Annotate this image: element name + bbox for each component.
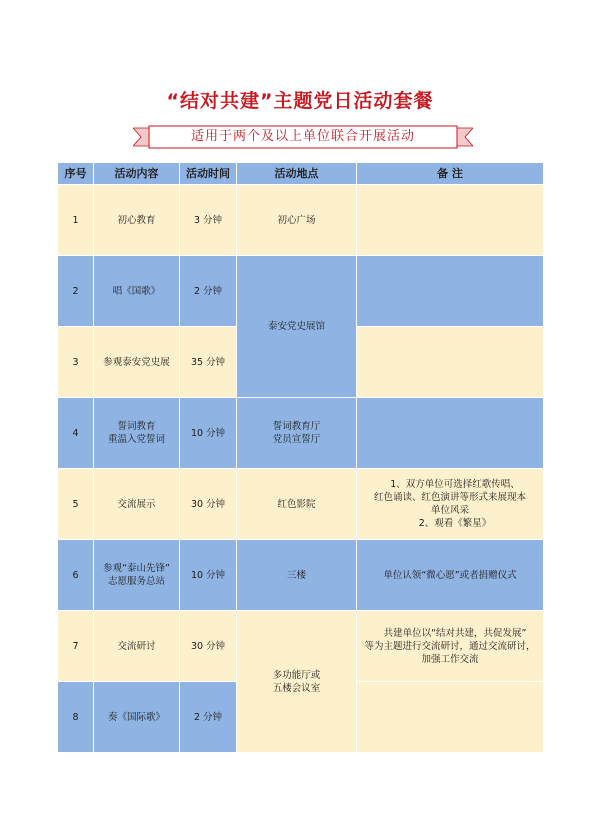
row-location: 泰安党史展馆 bbox=[237, 256, 357, 398]
location-line: 多功能厅或 bbox=[272, 669, 321, 681]
header-location: 活动地点 bbox=[237, 163, 357, 185]
row-content: 唱《国歌》 bbox=[94, 256, 180, 327]
row-time: 10 分钟 bbox=[180, 398, 237, 469]
content-line: 誓词教育 bbox=[117, 421, 156, 432]
row-no: 3 bbox=[58, 327, 94, 398]
content-line: 志愿服务总站 bbox=[107, 576, 165, 587]
content-line: 参观“泰山先锋” bbox=[103, 563, 170, 574]
table-row bbox=[58, 469, 544, 540]
table-header bbox=[58, 163, 544, 185]
row-location bbox=[237, 398, 357, 469]
row-note bbox=[357, 185, 544, 256]
activity-table bbox=[57, 162, 544, 753]
row-note bbox=[357, 398, 544, 469]
row-time: 35 分钟 bbox=[180, 327, 237, 398]
row-time: 10 分钟 bbox=[180, 540, 237, 611]
note-line: 共建单位以“结对共建，共促发展” bbox=[383, 627, 527, 639]
header-content: 活动内容 bbox=[94, 163, 180, 185]
row-note bbox=[357, 682, 544, 753]
table-row bbox=[58, 256, 544, 327]
header-notes: 备 注 bbox=[357, 163, 544, 185]
row-time: 30 分钟 bbox=[180, 611, 237, 682]
row-no: 7 bbox=[58, 611, 94, 682]
subtitle: 适用于两个及以上单位联合开展活动 bbox=[190, 129, 415, 144]
row-location: 初心广场 bbox=[237, 185, 357, 256]
note-line: 加强工作交流 bbox=[421, 653, 479, 665]
header-no: 序号 bbox=[58, 163, 94, 185]
content-line: 重温入党誓词 bbox=[107, 434, 165, 445]
location-line: 誓词教育厅 bbox=[272, 421, 321, 432]
note-line: 红色诵读、红色演讲等形式来展现本 bbox=[373, 492, 526, 503]
note-line: 等为主题进行交流研讨，通过交流研讨， bbox=[364, 640, 536, 652]
row-time: 2 分钟 bbox=[180, 682, 237, 753]
row-time: 30 分钟 bbox=[180, 469, 237, 540]
row-location: 红色影院 bbox=[237, 469, 357, 540]
note-line: 2、观看《繁星》 bbox=[418, 518, 492, 529]
row-no: 8 bbox=[58, 682, 94, 753]
row-no: 4 bbox=[58, 398, 94, 469]
row-note bbox=[357, 469, 544, 540]
location-line: 五楼会议室 bbox=[272, 682, 321, 694]
row-time: 3 分钟 bbox=[180, 185, 237, 256]
row-note: 单位认领“微心愿”或者捐赠仪式 bbox=[357, 540, 544, 611]
row-no: 2 bbox=[58, 256, 94, 327]
row-note bbox=[357, 327, 544, 398]
row-content: 奏《国际歌》 bbox=[94, 682, 180, 753]
subtitle-banner bbox=[133, 125, 473, 149]
page-title: “结对共建”主题党日活动套餐 bbox=[166, 90, 434, 112]
row-no: 6 bbox=[58, 540, 94, 611]
note-line: 1、双方单位可选择红歌传唱、 bbox=[390, 479, 520, 490]
row-content bbox=[94, 398, 180, 469]
table-row bbox=[58, 611, 544, 682]
row-no: 1 bbox=[58, 185, 94, 256]
location-line: 党员宣誓厅 bbox=[272, 434, 321, 445]
row-location bbox=[237, 611, 357, 753]
row-note bbox=[357, 611, 544, 682]
row-content: 初心教育 bbox=[94, 185, 180, 256]
row-no: 5 bbox=[58, 469, 94, 540]
row-content: 参观泰安党史展 bbox=[94, 327, 180, 398]
row-content: 交流研讨 bbox=[94, 611, 180, 682]
row-location: 三楼 bbox=[237, 540, 357, 611]
row-time: 2 分钟 bbox=[180, 256, 237, 327]
header-time: 活动时间 bbox=[180, 163, 237, 185]
row-content: 交流展示 bbox=[94, 469, 180, 540]
table-row bbox=[58, 540, 544, 611]
table-row bbox=[58, 185, 544, 256]
table-row bbox=[58, 398, 544, 469]
row-content bbox=[94, 540, 180, 611]
note-line: 单位风采 bbox=[430, 505, 469, 516]
row-note bbox=[357, 256, 544, 327]
